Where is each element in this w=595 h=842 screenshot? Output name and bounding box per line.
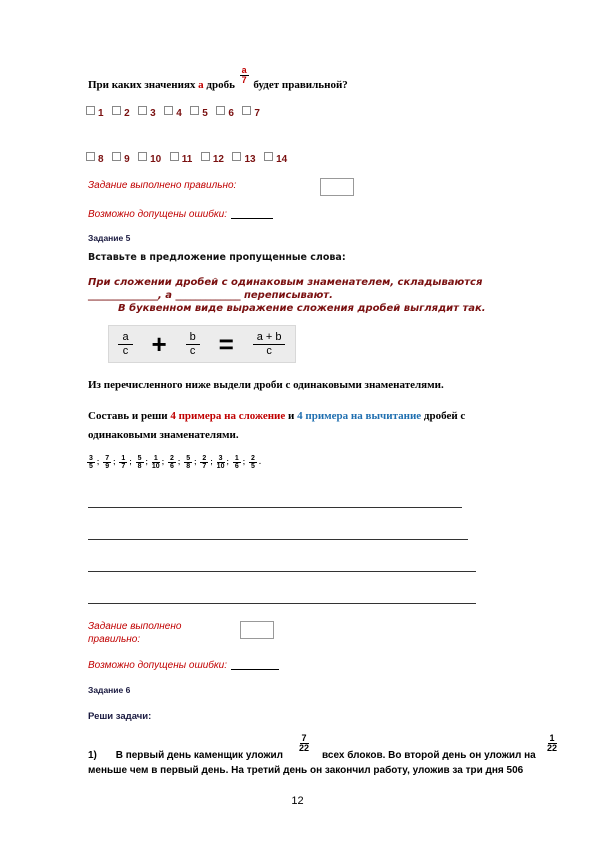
fractions-list: $\frac{3}{5}$ ; $\frac{7}{9}$ ; $\frac{1}{7}$ ; $\frac{5}{8}$ ; $\frac{1}{10}$ ; $\frac{2}{6}$ ; $\frac{5}{8}$ ; $\frac{2}{7}$ ; $\frac{3}{10}$ ; $\frac{1}{6}$ ; $\frac{2}{5}$ . [89, 455, 261, 470]
fraction-item[interactable]: $\frac{5}{8}$ [186, 455, 191, 470]
problem-fraction-1-22: 1 22 [547, 733, 558, 754]
problem-1: 1) В первый день каменщик уложил [88, 750, 284, 761]
checkbox[interactable] [242, 106, 251, 115]
formula-fraction-sum: $\frac{a + b}{c}$ [253, 331, 286, 357]
answer-line[interactable] [88, 603, 476, 604]
checkbox[interactable] [86, 106, 95, 115]
formula-fraction-b-c: $\frac{b}{c}$ [186, 331, 200, 357]
option-8[interactable]: 8 [86, 152, 104, 165]
fraction-item[interactable]: $\frac{3}{10}$ [216, 455, 225, 470]
checkbox[interactable] [232, 152, 241, 161]
options-row-1 [86, 106, 266, 119]
checkbox[interactable] [138, 152, 147, 161]
fraction-item[interactable]: $\frac{1}{7}$ [121, 455, 126, 470]
equals-sign: = [218, 329, 234, 359]
fraction-question: При каких значениях a дробь $\frac{a}{7}$ будет правильной? [88, 65, 348, 92]
option-14[interactable]: 14 [264, 152, 287, 165]
option-7[interactable]: 7 [242, 106, 260, 119]
option-13[interactable]: 13 [232, 152, 255, 165]
question-fraction: $\frac{a}{7}$ [241, 65, 247, 85]
checkbox[interactable] [264, 152, 273, 161]
checkbox[interactable] [216, 106, 225, 115]
variable-a: a [198, 79, 204, 92]
checkbox[interactable] [170, 152, 179, 161]
compose-instruction-line-2: одинаковыми знаменателями. [88, 429, 239, 441]
correct-label-2: Задание выполнено правильно: [88, 621, 182, 645]
fraction-item[interactable]: $\frac{7}{9}$ [105, 455, 110, 470]
checkbox[interactable] [201, 152, 210, 161]
fraction-item[interactable]: $\frac{3}{5}$ [89, 455, 93, 470]
task5-title: Задание 5 [88, 233, 131, 243]
task6-title: Задание 6 [88, 685, 131, 695]
checkbox[interactable] [112, 152, 121, 161]
option-1[interactable]: 1 [86, 106, 104, 119]
option-3[interactable]: 3 [138, 106, 156, 119]
answer-line[interactable] [88, 507, 462, 508]
correct-answer-box[interactable] [320, 178, 354, 196]
select-instruction: Из перечисленного ниже выдели дроби с одинаковыми знаменателями. [88, 379, 444, 391]
compose-instruction: Составь и реши 4 примера на сложение и 4 примера на вычитание дробей с [88, 410, 466, 422]
option-2[interactable]: 2 [112, 106, 130, 119]
fraction-item[interactable]: $\frac{1}{6}$ [234, 455, 239, 470]
fraction-item[interactable]: $\frac{1}{10}$ [151, 455, 160, 470]
problem-fraction-7-22: 7 22 [299, 733, 310, 754]
option-4[interactable]: 4 [164, 106, 182, 119]
option-11[interactable]: 11 [170, 152, 193, 165]
checkbox[interactable] [138, 106, 147, 115]
sentence-line-1: При сложении дробей с одинаковым знаменателем, складываются [88, 277, 483, 288]
errors-label-2: Возможно допущены ошибки: [88, 659, 279, 671]
sentence-line-2: ______________, а _____________ переписывают. [88, 290, 333, 301]
option-10[interactable]: 10 [138, 152, 161, 165]
checkbox[interactable] [112, 106, 121, 115]
plus-sign: + [151, 329, 167, 359]
answer-line[interactable] [88, 571, 476, 572]
option-6[interactable]: 6 [216, 106, 234, 119]
option-9[interactable]: 9 [112, 152, 130, 165]
option-12[interactable]: 12 [201, 152, 224, 165]
checkbox[interactable] [190, 106, 199, 115]
formula-fraction-a-c: a c [118, 331, 132, 357]
problem-1-text-b: всех блоков. Во второй день он уложил на [322, 750, 536, 761]
errors-blank [231, 208, 273, 219]
correct-answer-box-2[interactable] [240, 621, 274, 639]
correct-label: Задание выполнено правильно: [88, 180, 237, 191]
fraction-item[interactable]: $\frac{5}{8}$ [137, 455, 142, 470]
options-row-2 [86, 152, 293, 165]
checkbox[interactable] [164, 106, 173, 115]
problem-1-line-2: меньше чем в первый день. На третий день он закончил работу, уложив за три дня 506 [88, 765, 524, 776]
option-5[interactable]: 5 [190, 106, 208, 119]
errors-blank-2 [231, 659, 279, 670]
checkbox[interactable] [86, 152, 95, 161]
addition-formula [108, 325, 296, 363]
answer-line[interactable] [88, 539, 468, 540]
errors-label: Возможно допущены ошибки: [88, 208, 273, 220]
fraction-item[interactable]: $\frac{2}{6}$ [170, 455, 174, 470]
task5-instruction: Вставьте в предложение пропущенные слова: [88, 252, 346, 263]
sentence-line-3: В буквенном виде выражение сложения дробей выглядит так. [118, 303, 486, 314]
fraction-item[interactable]: $\frac{2}{5}$ [251, 455, 255, 470]
task6-instruction: Реши задачи: [88, 711, 152, 722]
page-number: 12 [291, 795, 304, 807]
fraction-item[interactable]: $\frac{2}{7}$ [202, 455, 207, 470]
